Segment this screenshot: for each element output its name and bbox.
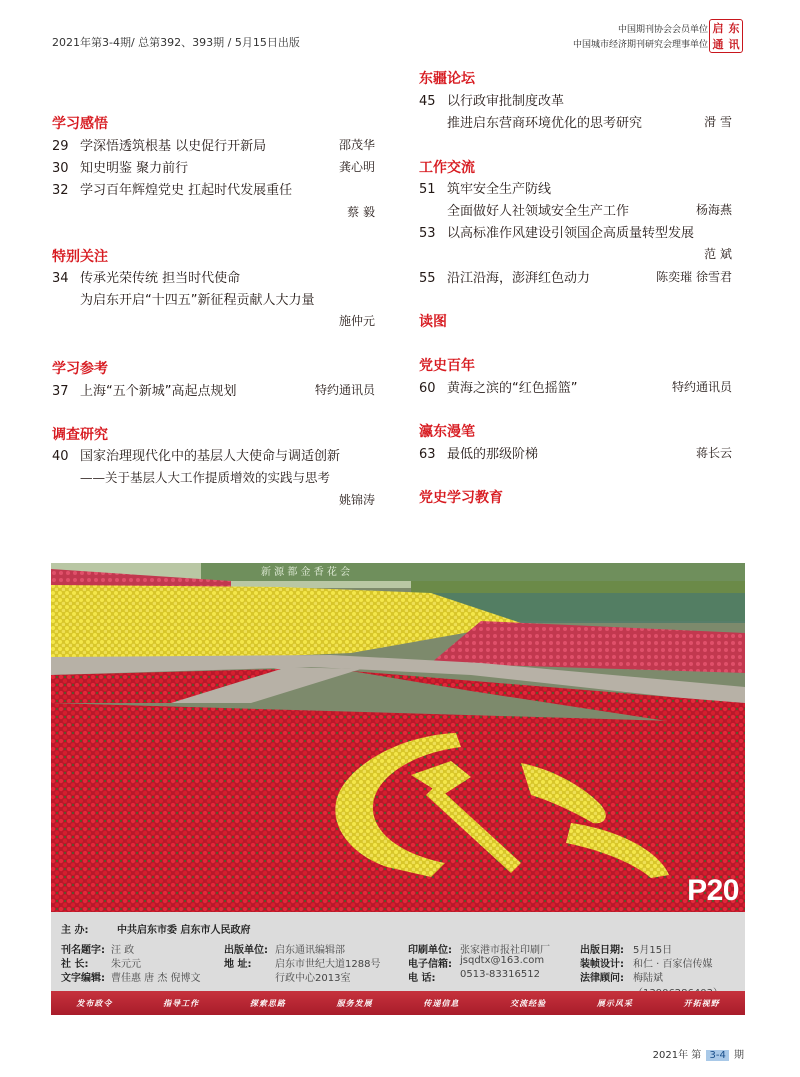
footer-year: 2021年: [652, 1050, 689, 1061]
magazine-seal-logo: [709, 19, 743, 53]
toc-entry[interactable]: [52, 179, 292, 198]
info-key: 装帧设计:: [580, 959, 624, 970]
info-key: 出版日期:: [580, 945, 624, 956]
info-key: 法律顾问:: [580, 973, 624, 984]
sponsor-label: 主 办:: [61, 925, 89, 936]
tulip-field-illustration: [51, 563, 745, 912]
info-key: 电 话:: [408, 973, 436, 984]
seal-char: 通: [712, 37, 724, 51]
info-value: 梅陆斌: [633, 973, 663, 984]
article-title: 知史明鉴 聚力前行: [80, 161, 189, 176]
page-number: 29: [52, 139, 69, 154]
page-number: 63: [419, 447, 436, 462]
footer-qi: 期: [734, 1050, 744, 1061]
article-author: 特约通讯员: [671, 380, 732, 394]
info-value: 和仁 · 百家信传媒: [633, 959, 713, 970]
sponsor-value: 中共启东市委 启东市人民政府: [117, 925, 251, 936]
toc-entry[interactable]: [419, 90, 564, 109]
page-number: 53: [419, 226, 436, 241]
toc-entry[interactable]: [419, 267, 590, 286]
article-author: 滑 雪: [704, 115, 732, 129]
toc-entry[interactable]: [52, 267, 240, 286]
article-author: 特约通讯员: [314, 383, 375, 397]
motto-item: 传递信息: [423, 998, 460, 1008]
section-title: 东疆论坛: [419, 71, 475, 87]
banner-text: 新 源 都 金 香 花 会: [261, 567, 351, 578]
motto-item: 开拓视野: [683, 998, 720, 1008]
info-value: 5月15日: [633, 945, 673, 956]
info-value: 曹佳惠 唐 杰 倪博文: [111, 973, 201, 984]
article-author: 姚锦涛: [338, 493, 375, 507]
article-title: 以行政审批制度改革: [447, 94, 565, 109]
info-value: 张家港市报社印刷厂: [460, 945, 550, 956]
info-key: 文字编辑:: [61, 973, 105, 984]
section-title: 学习参考: [52, 361, 108, 377]
article-author: 龚心明: [338, 160, 375, 174]
article-subtitle: 推进启东营商环境优化的思考研究: [447, 116, 643, 131]
toc-entry[interactable]: [419, 377, 577, 396]
article-subtitle: ——关于基层人大工作提质增效的实践与思考: [80, 470, 331, 485]
motto-item: 探索思路: [249, 998, 286, 1008]
page-number: 55: [419, 271, 436, 286]
info-value: 汪 政: [111, 945, 135, 956]
article-author: 蔡 毅: [347, 205, 375, 219]
info-key: 出版单位:: [224, 945, 268, 956]
article-author: 范 斌: [704, 247, 732, 261]
info-key: 刊名题字:: [61, 945, 105, 956]
article-subtitle: 全面做好人社领域安全生产工作: [447, 204, 630, 219]
article-author: 杨海燕: [695, 203, 732, 217]
info-value: 启东市世纪大道1288号: [275, 959, 381, 970]
article-title: 最低的那级阶梯: [447, 447, 539, 462]
page-number: 51: [419, 182, 436, 197]
motto-strip: [51, 991, 745, 1015]
article-title: 学深悟透筑根基 以史促行开新局: [80, 139, 267, 154]
info-key: 电子信箱:: [408, 959, 452, 970]
tulip-field-photo: [51, 563, 745, 912]
toc-entry[interactable]: [52, 445, 340, 464]
section-title: 党史学习教育: [419, 490, 503, 506]
seal-char: 东: [728, 21, 740, 35]
info-value: 0513-83316512: [460, 969, 540, 980]
footer-di: 第: [691, 1050, 702, 1061]
section-title: 读图: [419, 314, 447, 330]
article-title: 黄海之滨的“红色摇篮”: [447, 381, 578, 396]
article-title: 传承光荣传统 担当时代使命: [80, 271, 241, 286]
motto-item: 展示风采: [596, 998, 633, 1008]
page-number: 45: [419, 94, 436, 109]
page-number: 40: [52, 449, 69, 464]
member-unit-2: 中国城市经济期刊研究会理事单位: [572, 40, 708, 50]
toc-entry[interactable]: [419, 443, 538, 462]
page-number: 60: [419, 381, 436, 396]
motto-item: 发布政令: [76, 998, 113, 1008]
article-author: 陈奕璀 徐雪君: [656, 270, 732, 284]
article-title: 沿江沿海，澎湃红色动力: [447, 271, 591, 286]
article-title: 以高标准作风建设引领国企高质量转型发展: [447, 226, 695, 241]
section-title: 瀛东漫笔: [419, 424, 475, 440]
page-footer: [653, 1046, 744, 1061]
motto-item: 指导工作: [163, 998, 200, 1008]
article-title: 上海“五个新城”高起点规划: [80, 384, 237, 399]
article-title: 学习百年辉煌党史 扛起时代发展重任: [80, 183, 293, 198]
section-title: 学习感悟: [52, 116, 108, 132]
info-key: 印刷单位:: [408, 945, 452, 956]
page-tag: P20: [687, 874, 739, 907]
page-number: 37: [52, 384, 69, 399]
seal-char: 启: [712, 21, 724, 35]
info-value: 启东通讯编辑部: [275, 945, 345, 956]
section-title: 调查研究: [52, 427, 108, 443]
info-key: 地 址:: [224, 959, 252, 970]
toc-entry[interactable]: [52, 135, 266, 154]
page-number: 30: [52, 161, 69, 176]
page-number: 34: [52, 271, 69, 286]
page-number: 32: [52, 183, 69, 198]
section-title: 党史百年: [419, 358, 475, 374]
toc-entry[interactable]: [52, 380, 236, 399]
section-title: 工作交流: [419, 160, 475, 176]
motto-item: 服务发展: [336, 998, 373, 1008]
article-author: 蒋长云: [695, 446, 732, 460]
member-unit-1: 中国期刊协会会员单位: [617, 25, 708, 35]
info-value: jsqdtx@163.com: [460, 955, 545, 966]
issue-line: 2021年第3-4期/ 总第392、393期 / 5月15日出版: [52, 36, 300, 49]
info-value: 行政中心2013室: [275, 973, 351, 984]
masthead-info: [51, 912, 745, 991]
article-subtitle: 为启东开启“十四五”新征程贡献人大力量: [80, 293, 315, 308]
toc-entry[interactable]: [52, 157, 188, 176]
article-title: 筑牢安全生产防线: [447, 182, 552, 197]
motto-item: 交流经验: [510, 998, 547, 1008]
toc-entry[interactable]: [419, 222, 694, 241]
info-key: 社 长:: [61, 959, 89, 970]
footer-issue-badge: 3-4: [706, 1050, 728, 1061]
seal-char: 讯: [728, 37, 740, 51]
article-author: 邵茂华: [338, 138, 375, 152]
info-value: 朱元元: [111, 959, 141, 970]
section-title: 特别关注: [52, 249, 108, 265]
toc-entry[interactable]: [419, 178, 551, 197]
article-title: 国家治理现代化中的基层人大使命与调适创新: [80, 449, 341, 464]
article-author: 施仲元: [338, 314, 375, 328]
